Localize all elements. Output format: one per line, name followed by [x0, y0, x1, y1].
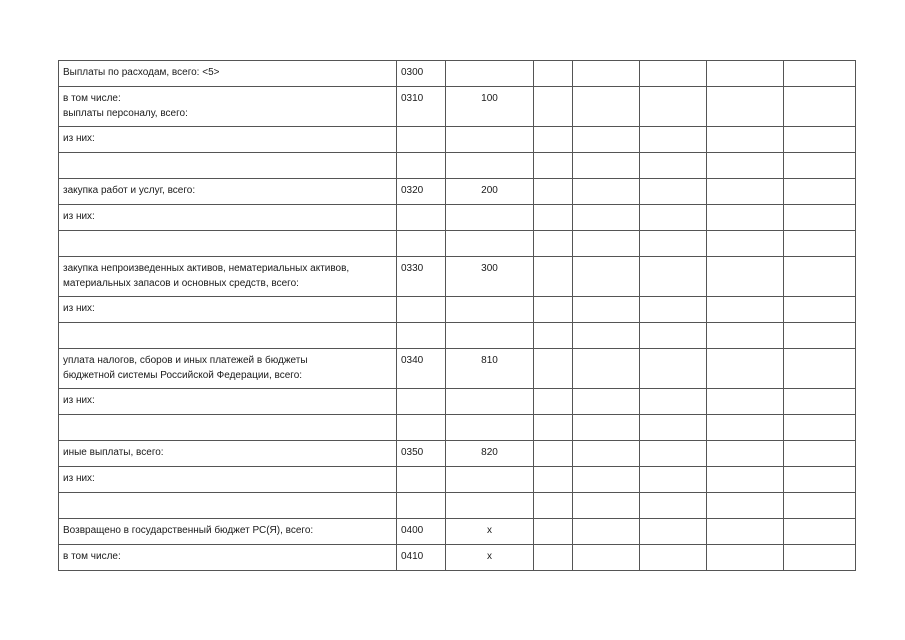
table-cell[interactable] [573, 389, 640, 415]
row-code [397, 493, 446, 519]
row-kbk [446, 231, 534, 257]
table-cell[interactable] [784, 441, 856, 467]
row-kbk: x [446, 519, 534, 545]
table-cell[interactable] [784, 323, 856, 349]
table-cell[interactable] [640, 205, 707, 231]
row-label [59, 415, 397, 441]
table-cell[interactable] [707, 61, 784, 87]
table-cell[interactable] [784, 87, 856, 127]
row-label: Выплаты по расходам, всего: <5> [59, 61, 397, 87]
table-row [59, 493, 856, 519]
table-cell[interactable] [640, 493, 707, 519]
table-cell[interactable] [707, 441, 784, 467]
table-row [59, 441, 856, 467]
table-cell[interactable] [573, 441, 640, 467]
row-label: из них: [59, 205, 397, 231]
table-cell[interactable] [640, 323, 707, 349]
table-row [59, 231, 856, 257]
payments-table [58, 60, 856, 571]
table-cell[interactable] [640, 297, 707, 323]
row-code [397, 415, 446, 441]
table-cell[interactable] [534, 389, 573, 415]
table-cell[interactable] [534, 153, 573, 179]
table-cell[interactable] [784, 127, 856, 153]
table-cell[interactable] [573, 257, 640, 297]
table-cell[interactable] [640, 231, 707, 257]
table-cell[interactable] [784, 231, 856, 257]
table-cell[interactable] [573, 127, 640, 153]
table-cell[interactable] [573, 349, 640, 389]
table-cell[interactable] [534, 179, 573, 205]
table-row [59, 349, 856, 389]
row-kbk [446, 127, 534, 153]
table-cell[interactable] [707, 231, 784, 257]
table-cell[interactable] [534, 467, 573, 493]
table-row [59, 87, 856, 127]
row-kbk [446, 297, 534, 323]
row-code [397, 205, 446, 231]
row-code [397, 323, 446, 349]
row-label: из них: [59, 389, 397, 415]
table-cell[interactable] [640, 389, 707, 415]
table-row [59, 467, 856, 493]
table-cell[interactable] [534, 323, 573, 349]
table-cell[interactable] [640, 415, 707, 441]
row-code: 0340 [397, 349, 446, 389]
row-code [397, 297, 446, 323]
table-cell[interactable] [534, 127, 573, 153]
table-cell[interactable] [573, 323, 640, 349]
row-label: в том числе: [59, 545, 397, 571]
table-cell[interactable] [534, 545, 573, 571]
table-cell[interactable] [784, 297, 856, 323]
table-row [59, 415, 856, 441]
row-label [59, 231, 397, 257]
table-cell[interactable] [707, 323, 784, 349]
table-cell[interactable] [534, 441, 573, 467]
table-cell[interactable] [534, 205, 573, 231]
table-cell[interactable] [784, 61, 856, 87]
table-row [59, 545, 856, 571]
row-kbk: 300 [446, 257, 534, 297]
table-row [59, 179, 856, 205]
row-label: иные выплаты, всего: [59, 441, 397, 467]
row-kbk: 820 [446, 441, 534, 467]
table-cell[interactable] [707, 545, 784, 571]
table-cell[interactable] [640, 441, 707, 467]
row-label: уплата налогов, сборов и иных платежей в бюджеты бюджетной системы Российской Федерации, всего: [59, 349, 397, 389]
table-cell[interactable] [784, 519, 856, 545]
row-code [397, 231, 446, 257]
table-cell[interactable] [784, 389, 856, 415]
table-cell[interactable] [707, 297, 784, 323]
row-kbk [446, 153, 534, 179]
table-cell[interactable] [534, 519, 573, 545]
table-cell[interactable] [707, 415, 784, 441]
table-cell[interactable] [573, 297, 640, 323]
table-cell[interactable] [707, 257, 784, 297]
table-cell[interactable] [534, 415, 573, 441]
table-cell[interactable] [707, 467, 784, 493]
table-cell[interactable] [640, 87, 707, 127]
row-code: 0310 [397, 87, 446, 127]
table-cell[interactable] [640, 127, 707, 153]
row-kbk: x [446, 545, 534, 571]
row-label [59, 153, 397, 179]
table-row [59, 61, 856, 87]
row-kbk [446, 467, 534, 493]
table-cell[interactable] [707, 205, 784, 231]
table-cell[interactable] [534, 349, 573, 389]
row-code [397, 389, 446, 415]
table-cell[interactable] [640, 519, 707, 545]
row-kbk [446, 389, 534, 415]
table-row [59, 205, 856, 231]
row-label [59, 323, 397, 349]
table-cell[interactable] [534, 61, 573, 87]
row-label [59, 493, 397, 519]
table-body [59, 61, 856, 571]
row-kbk: 200 [446, 179, 534, 205]
table-cell[interactable] [784, 179, 856, 205]
table-cell[interactable] [573, 179, 640, 205]
table-cell[interactable] [534, 231, 573, 257]
row-code: 0300 [397, 61, 446, 87]
table-cell[interactable] [573, 519, 640, 545]
table-cell[interactable] [573, 87, 640, 127]
table-row [59, 389, 856, 415]
table-row [59, 257, 856, 297]
row-kbk [446, 61, 534, 87]
table-cell[interactable] [784, 493, 856, 519]
table-row [59, 519, 856, 545]
row-label: из них: [59, 297, 397, 323]
table-cell[interactable] [573, 415, 640, 441]
table-cell[interactable] [573, 493, 640, 519]
table-row [59, 297, 856, 323]
table-row [59, 127, 856, 153]
row-code: 0330 [397, 257, 446, 297]
row-label: в том числе: выплаты персоналу, всего: [59, 87, 397, 127]
row-kbk: 100 [446, 87, 534, 127]
table-cell[interactable] [707, 127, 784, 153]
table-cell[interactable] [573, 61, 640, 87]
table-cell[interactable] [573, 545, 640, 571]
row-code: 0350 [397, 441, 446, 467]
table-cell[interactable] [784, 545, 856, 571]
table-cell[interactable] [707, 519, 784, 545]
row-kbk: 810 [446, 349, 534, 389]
row-code [397, 127, 446, 153]
table-cell[interactable] [573, 231, 640, 257]
row-code: 0400 [397, 519, 446, 545]
table-row [59, 323, 856, 349]
row-label: закупка работ и услуг, всего: [59, 179, 397, 205]
row-kbk [446, 493, 534, 519]
table-cell[interactable] [784, 257, 856, 297]
table-cell[interactable] [707, 87, 784, 127]
table-cell[interactable] [784, 153, 856, 179]
table-cell[interactable] [784, 415, 856, 441]
row-code [397, 467, 446, 493]
table-row [59, 153, 856, 179]
row-code: 0320 [397, 179, 446, 205]
table-cell[interactable] [707, 179, 784, 205]
table-cell[interactable] [640, 257, 707, 297]
table-cell[interactable] [640, 153, 707, 179]
row-label: закупка непроизведенных активов, нематериальных активов, материальных запасов и основных средств, всего: [59, 257, 397, 297]
table-cell[interactable] [707, 153, 784, 179]
table-cell[interactable] [640, 467, 707, 493]
table-cell[interactable] [784, 467, 856, 493]
table-cell[interactable] [573, 153, 640, 179]
table-cell[interactable] [534, 297, 573, 323]
row-kbk [446, 415, 534, 441]
row-label: из них: [59, 467, 397, 493]
table-cell[interactable] [640, 179, 707, 205]
table-cell[interactable] [640, 349, 707, 389]
table-cell[interactable] [573, 467, 640, 493]
row-label: Возвращено в государственный бюджет РС(Я), всего: [59, 519, 397, 545]
row-code [397, 153, 446, 179]
table-cell[interactable] [707, 349, 784, 389]
table-cell[interactable] [534, 87, 573, 127]
row-kbk [446, 205, 534, 231]
row-label: из них: [59, 127, 397, 153]
table-cell[interactable] [640, 545, 707, 571]
row-code: 0410 [397, 545, 446, 571]
table-cell[interactable] [573, 205, 640, 231]
table-cell[interactable] [784, 349, 856, 389]
table-cell[interactable] [784, 205, 856, 231]
table-cell[interactable] [534, 257, 573, 297]
table-cell[interactable] [707, 389, 784, 415]
table-cell[interactable] [640, 61, 707, 87]
table-cell[interactable] [707, 493, 784, 519]
table-cell[interactable] [534, 493, 573, 519]
row-kbk [446, 323, 534, 349]
